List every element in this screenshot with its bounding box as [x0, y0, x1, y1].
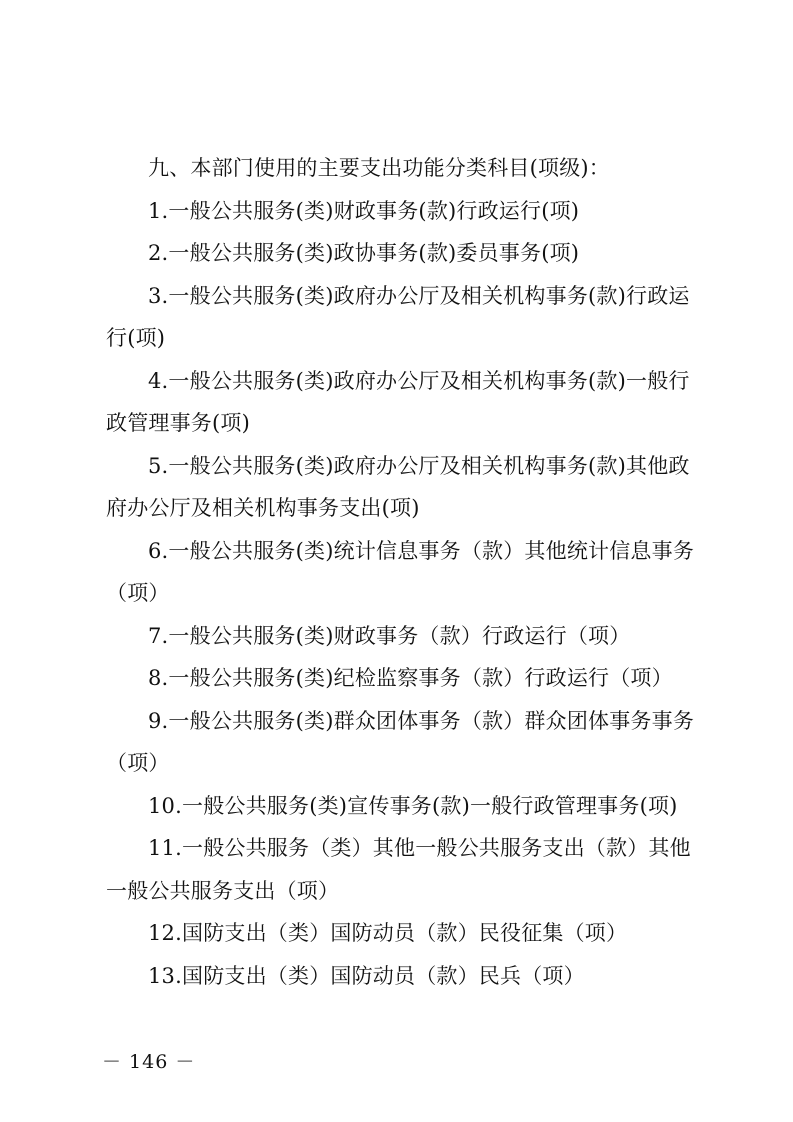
- list-item-5: 5.一般公共服务(类)政府办公厅及相关机构事务(款)其他政府办公厅及相关机构事务支出(项): [106, 453, 690, 520]
- list-item-9: 9.一般公共服务(类)群众团体事务（款）群众团体事务事务（项）: [106, 708, 695, 775]
- list-item-11: 11.一般公共服务（类）其他一般公共服务支出（款）其他一般公共服务支出（项）: [106, 836, 691, 903]
- list-item-8: 8.一般公共服务(类)纪检监察事务（款）行政运行（项）: [148, 666, 673, 690]
- list-item-7: 7.一般公共服务(类)财政事务（款）行政运行（项）: [148, 623, 631, 648]
- list-item-12: 12.国防支出（类）国防动员（款）民役征集（项）: [148, 921, 628, 945]
- list-item-10: 10.一般公共服务(类)宣传事务(款)一般行政管理事务(项): [148, 793, 678, 818]
- list-item-13: 13.国防支出（类）国防动员（款）民兵（项）: [148, 963, 585, 988]
- section-heading: 九、本部门使用的主要支出功能分类科目(项级)：: [148, 156, 610, 180]
- list-item-2: 2.一般公共服务(类)政协事务(款)委员事务(项): [148, 241, 580, 265]
- list-item-3: 3.一般公共服务(类)政府办公厅及相关机构事务(款)行政运行(项): [106, 283, 690, 350]
- list-item-1: 1.一般公共服务(类)财政事务(款)行政运行(项): [148, 198, 580, 223]
- page-number: － 146 －: [102, 1051, 196, 1073]
- document-body: [106, 147, 700, 997]
- list-item-4: 4.一般公共服务(类)政府办公厅及相关机构事务(款)一般行政管理事务(项): [106, 368, 690, 435]
- list-item-6: 6.一般公共服务(类)统计信息事务（款）其他统计信息事务（项）: [106, 538, 695, 605]
